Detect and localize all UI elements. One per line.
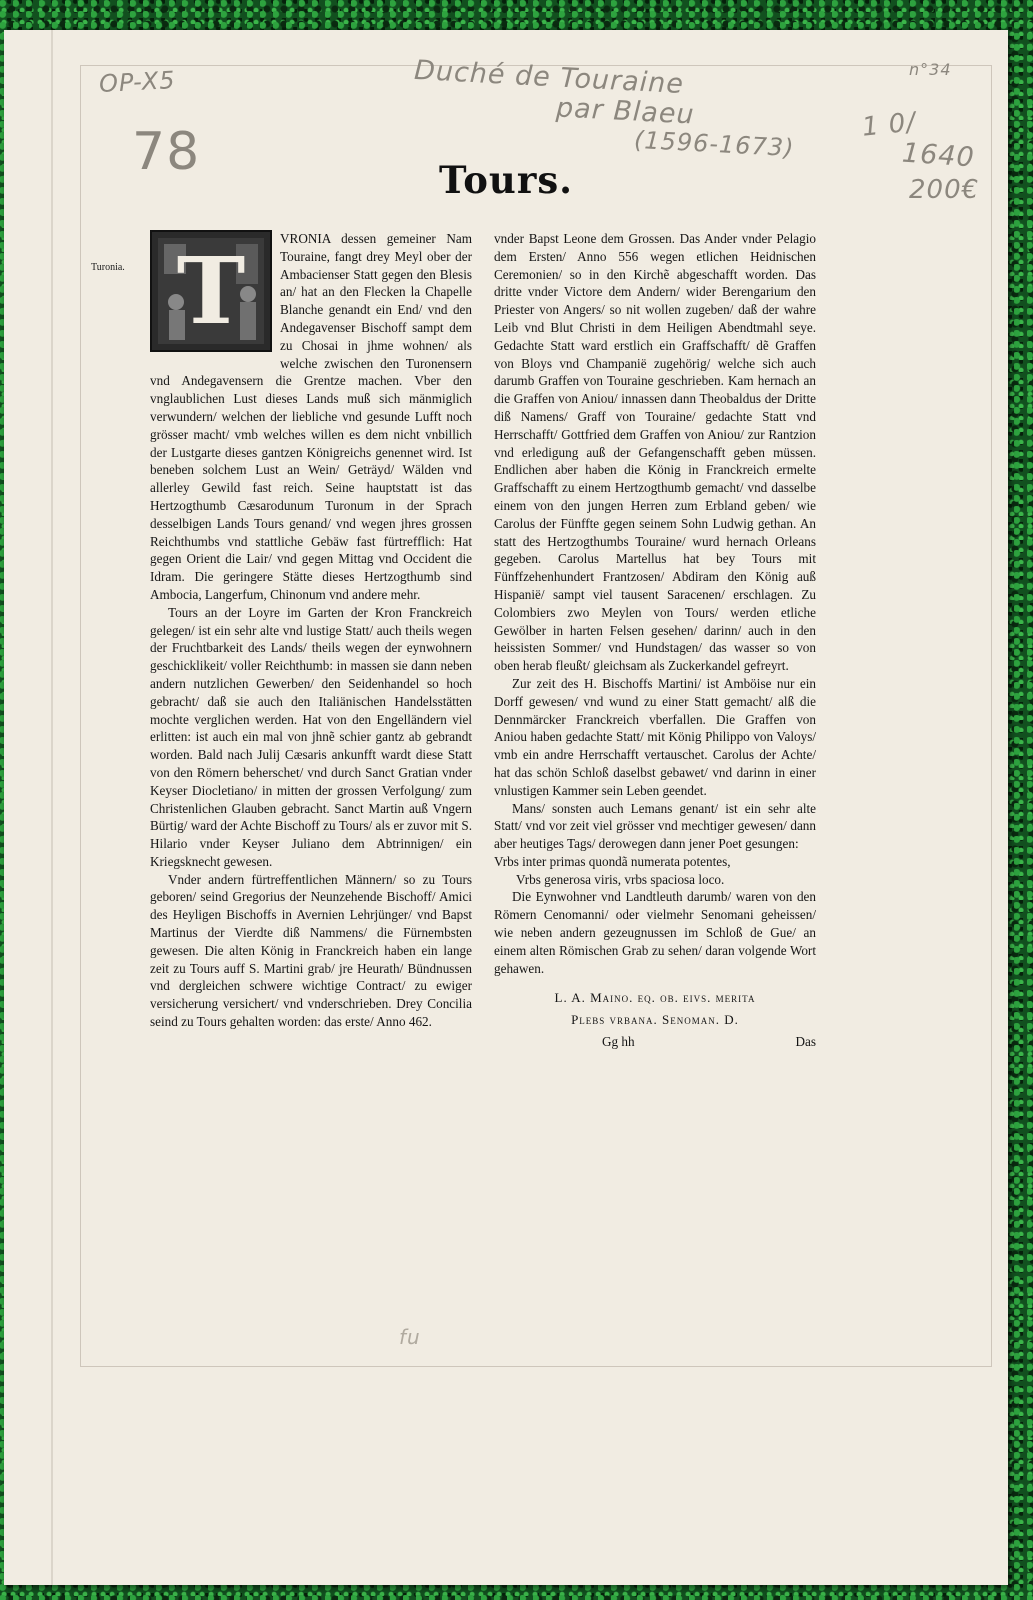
latin-verse-2: Vrbs generosa viris, vrbs spaciosa loco. [516, 871, 725, 887]
fold-line [51, 30, 53, 1585]
pencil-price: 200€ [909, 175, 980, 205]
left-paragraph-1 [150, 230, 472, 604]
pencil-number: 78 [132, 122, 201, 182]
pencil-date-2: 1640 [901, 137, 976, 174]
left-paragraph-3: Vnder andern fürtreffentlichen Männern/ so zu Tours geboren/ seind Gregorius der Neunzehende Bischoff/ Amici des Heyligen Bischoffs in Avernien Lehrjünger/ vnd Bapst Martinus der Vierdte diß Nammens/ die Fürnembsten gewesen. Die alten König in Franckreich haben ein lange zeit zu Tours auff S. Martini grab/ jre Heurath/ Bündnussen vnd dergleichen schwere wichtige Contract/ zu ewiger versicherung versichert/ vnd vnderschrieben. Drey Concilia seind zu Tours gehalten worden: das erste/ Anno 462. [150, 871, 472, 1030]
left-paragraph-2: Tours an der Loyre im Garten der Kron Franckreich gelegen/ ist ein sehr alte vnd lustige Statt/ auch theils wegen der Fruchtbarkeit des Lands/ theils wegen der eynwohnern geschicklikeit/ voller Reichthumb: in massen sie dann neben andern nutzlichen Gewerben/ den Seidenhandel so hoch gebracht/ daß sie auch den Italiänischen Handelsstätten mochte verglichen werden. Hat von den Engelländern viel erlitten: ist auch ein mal von jhnẽ schier gantz ab gebrandt worden. Bald nach Julij Cæsaris ankunfft wardt diese Statt von den Römern beherschet/ vnd durch Sanct Gratian vnder Keyser Diocletiano/ in mitten der grossen Verfolgung/ zum Christenlichen Glauben gebracht. Sanct Martin auß Vngern Bürtig/ ward der Achte Bischoff zu Tours/ als er zuvor mit S. Hilario vnder Keyser Juliano dem Abtrinnigen/ ein Kriegsknecht gewesen. [150, 604, 472, 869]
woodcut-initial [150, 230, 272, 352]
margin-note: Turonia. [91, 262, 125, 273]
pencil-bottom: fu [399, 1325, 421, 1349]
footer-row [494, 1033, 816, 1051]
right-column [494, 230, 816, 1051]
right-paragraph-4: Die Eynwohner vnd Landtleuth darumb/ waren von den Römern Cenomanni/ oder vielmehr Senomani geheissen/ wie neben andern gezeugnussen im Schloß de Gue/ an einem alten Römischen Grab zu sehen/ daran volgende Wort gehawen. [494, 889, 816, 976]
paper-sheet [4, 30, 1008, 1585]
pencil-ref: OP-X5 [98, 66, 177, 98]
latin-verse-1: Vrbs inter primas quondã numerata potentes, [494, 853, 731, 869]
right-paragraph-1: vnder Bapst Leone dem Grossen. Das Ander vnder Pelagio dem Ersten/ Anno 556 wegen etlichen Heidnischen Ceremonien/ so in den Kirchẽ abgeschafft worden. Das dritte vnder Victore dem Andern/ wider Berengarium den Priester von Angers/ so nit wollen zugeben/ daß der wahre Leib vnd Blut Christi in dem Heiligen Abendtmahl seye. Gedachte Statt ward erstlich ein Graffschafft/ dẽ Graffen von Bloys vnd Champanië zugehörig/ welche sich auch darumb Graffen von Touraine geschrieben. Kam hernach an die Graffen von Aniou/ innassen dann Theobaldus der Dritte diß Namens/ Graff von Touraine/ gedachte Statt vnd Herrschafft/ Gottfried dem Graffen von Aniou/ zur Rantzion vnd erledigung auß der Gefangenschafft geben müssen. Endlichen aber haben die König in Franckreich ermelte Graffschafft zu einem Hertzogthumb gemacht/ vnd dasselbe einem von den jungen Herren zum Erbland geben/ wie Carolus der Fünffte gegen seinem Sohn Ludwig gethan. An statt des Hertzogthumbs Touraine/ wurd hernach Orleans gegeben. Carolus Martellus hat bey Tours mit Fünffzehenhundert Frantzosen/ Abdiram den König auß Hispanië/ sampt viel tausent Saracenen/ erschlagen. Zu Colombiers zwo Meylen von Tours/ werden etliche Gewölber in harten Felsen gesehen/ darinn/ auch in den heissisten Sommer/ vnd Hundstagen/ das wasser so von oben herab fleußt/ gleichsam als Zuckerkandel gefreyrt. [494, 231, 816, 674]
inscription [494, 987, 816, 1031]
pencil-attribution-3: (1596-1673) [633, 125, 796, 163]
pencil-attribution-1: Duché de Touraine [413, 54, 685, 101]
signature-mark: Gg hh [602, 1034, 635, 1050]
dropcap-letter: T [176, 237, 246, 345]
pencil-corner-code: n°34 [909, 60, 952, 79]
right-paragraph-3: Mans/ sonsten auch Lemans genant/ ist ein sehr alte Statt/ vnd vor zeit viel grösser vnd mechtiger gewesen/ dann aber heutiges Tags/ derowegen dann jener Poet gesungen: [494, 800, 816, 852]
pencil-date-1: 1 0/ [860, 107, 918, 143]
right-paragraph-2: Zur zeit des H. Bischoffs Martini/ ist Amböise nur ein Dorff gewesen/ vnd wund zu einer Statt gemacht/ alß die Dennmärcker Franckreich vberfallen. Die Graffen von Aniou haben gedachte Statt/ mit König Philippo von Valoys/ vmb ein andre Herrschafft vertauschet. Carolus der Achte/ hat das schön Schloß daselbst gebawet/ vnd darinn in einer vnlustigen Kammer sein Leben geendet. [494, 675, 816, 798]
page-title: Tours. [438, 158, 574, 202]
inscription-line-1: L. A. Maino. eq. ob. eivs. merita [554, 990, 756, 1006]
catchword: Das [795, 1034, 816, 1050]
pencil-attribution-2: par Blaeu [555, 92, 696, 131]
left-paragraph-1-text: VRONIA dessen gemeiner Nam Touraine, fangt drey Meyl ober der Ambacienser Statt gegen den Blesis an/ hat an den Flecken la Chapelle Blanche genandt ein End/ vnd den Andegavenser Bischoff sampt dem zu Chosai in jhme wohnen/ als welche zwischen den Turonensern vnd Andegavensern die Grentze machen. Vber den vnglaublichen Lust dieses Lands muß sich mänmiglich verwundern/ welchen der liebliche vnd gesunde Lufft noch grösser macht/ vmb welches willen es dem nicht vnbillich der Lustgarte dieses gantzen Königreichs genennet wird. Ist beneben solchem Lust an Wein/ Geträyd/ Wälden vnd allerley Gewild fast reich. Seine hauptstatt ist das Hertzogthumb Cæsarodunum Turonum in der Sprach desselbigen Lands Tours genand/ vnd wegen jhres grossen Reichthumbs vnd stattliche Gebäw fast fürtrefflich: Hat gegen Orient die Lair/ vnd gegen Mittag vnd Occident die Idram. Die geringere Stätte dieses Hertzogthumb sind Ambocia, Langerfum, Chinonum vnd andere mehr. [150, 231, 472, 602]
inscription-line-2: Plebs vrbana. Senoman. D. [571, 1012, 739, 1028]
left-column [150, 230, 472, 1031]
